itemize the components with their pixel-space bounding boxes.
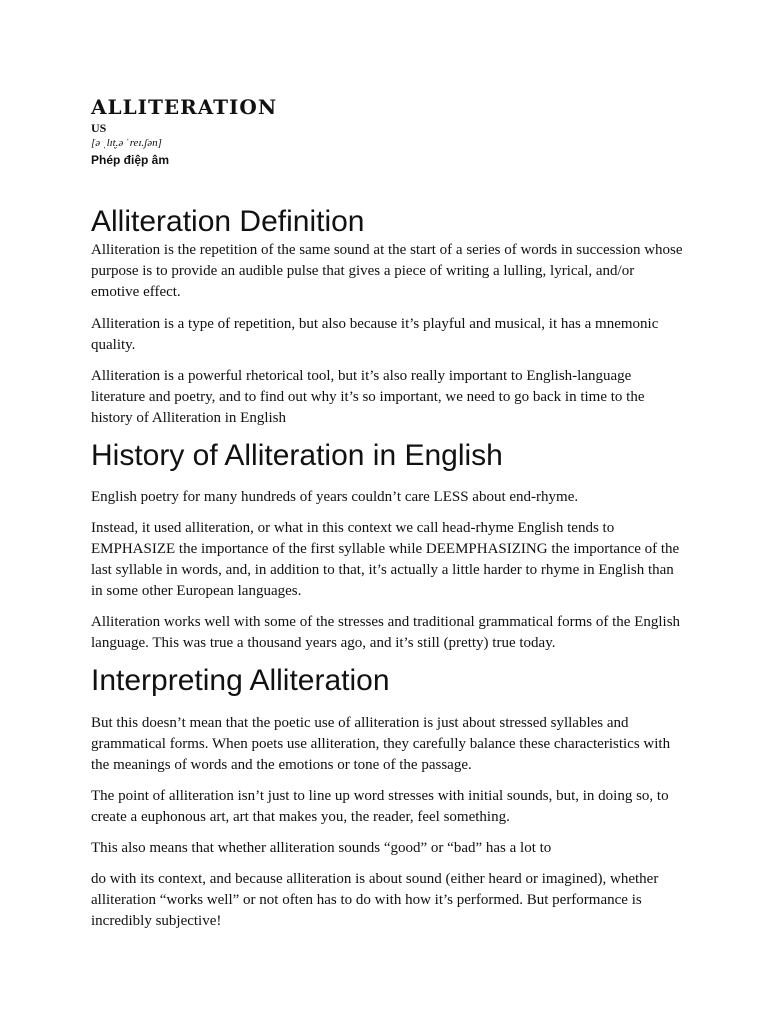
paragraph: English poetry for many hundreds of years couldn’t care LESS about end-rhyme. — [91, 489, 579, 505]
pronunciation: [ə ˌlɪt̬.ə ˈreɪ.ʃən] — [91, 137, 162, 149]
paragraph: Alliteration is the repetition of the same sound at the start of a series of words in succession whose purpose is to provide an audible pulse that gives a piece of writing a lulling, lyrical, and/or emotive effect. — [91, 242, 683, 300]
paragraph: Alliteration works well with some of the stresses and traditional grammatical forms of the English language. This was true a thousand years ago, and it’s still (pretty) true today. — [91, 614, 681, 651]
paragraph: Alliteration is a type of repetition, but also because it’s playful and musical, it has a mnemonic quality. — [91, 316, 659, 353]
section-heading-history: History of Alliteration in English — [91, 439, 503, 472]
paragraph: Alliteration is a powerful rhetorical tool, but it’s also really important to English-language literature and poetry, and to find out why it’s so important, we need to go back in time to the history of Alliteration in English — [91, 368, 645, 426]
region-label: US — [91, 121, 107, 135]
translation: Phép điệp âm — [91, 153, 170, 167]
word-title: ALLITERATION — [91, 95, 278, 119]
paragraph: do with its context, and because alliteration is about sound (either heard or imagined), whether alliteration “works well” or not often has to do with how it’s performed. But performance is incredibly subjective! — [91, 871, 659, 929]
paragraph: The point of alliteration isn’t just to line up word stresses with initial sounds, but, in doing so, to create a euphonous art, art that makes you, the reader, feel something. — [91, 788, 669, 825]
paragraph: This also means that whether alliteration sounds “good” or “bad” has a lot to — [91, 840, 552, 856]
section-heading-interpreting: Interpreting Alliteration — [91, 664, 390, 697]
paragraph: Instead, it used alliteration, or what in this context we call head-rhyme English tends to EMPHASIZE the importance of the first syllable while DEEMPHASIZING the importance of the last syllable in words, and, in addition to that, it’s actually a little harder to rhyme in English than in some other European languages. — [91, 520, 680, 599]
paragraph: But this doesn’t mean that the poetic use of alliteration is just about stressed syllables and grammatical forms. When poets use alliteration, they carefully balance these characteristics with the meanings of words and the emotions or tone of the passage. — [91, 715, 671, 773]
section-heading-definition: Alliteration Definition — [91, 205, 365, 238]
